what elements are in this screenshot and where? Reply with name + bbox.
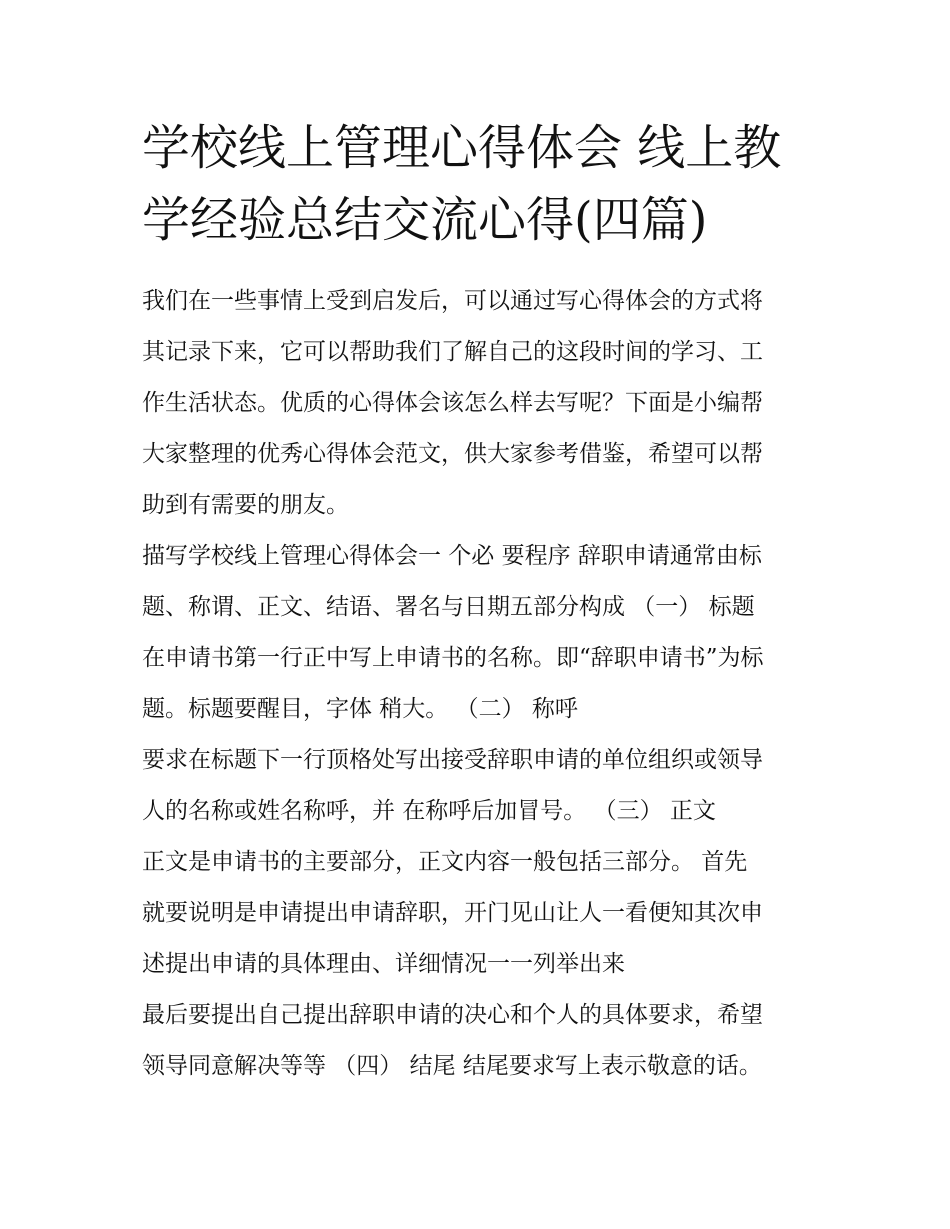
body-line: 要求在标题下一行顶格处写出接受辞职申请的单位组织或领导 bbox=[142, 747, 763, 773]
document-title bbox=[142, 112, 822, 256]
body-line: 描写学校线上管理心得体会一 个必 要程序 辞职申请通常由标 bbox=[142, 543, 762, 569]
body-line: 最后要提出自己提出辞职申请的决心和个人的具体要求，希望 bbox=[142, 1002, 763, 1028]
body-line: 其记录下来，它可以帮助我们了解自己的这段时间的学习、工 bbox=[142, 339, 763, 365]
body-line: 人的名称或姓名称呼，并 在称呼后加冒号。 （三） 正文 bbox=[142, 798, 716, 824]
body-line: 正文是申请书的主要部分，正文内容一般包括三部分。 首先 bbox=[142, 849, 748, 875]
title-line: 学经验总结交流心得(四篇) bbox=[142, 192, 708, 248]
body-line: 就要说明是申请提出申请辞职，开门见山让人一看便知其次申 bbox=[142, 900, 763, 926]
body-line: 在申请书第一行正中写上申请书的名称。即“辞职申请书”为标 bbox=[142, 645, 764, 671]
body-line: 助到有需要的朋友。 bbox=[142, 492, 349, 518]
body-line: 题、称谓、正文、结语、署名与日期五部分构成 （一） 标题 bbox=[142, 594, 755, 620]
body-line: 述提出申请的具体理由、详细情况一一列举出来 bbox=[142, 951, 625, 977]
body-line: 大家整理的优秀心得体会范文，供大家参考借鉴，希望可以帮 bbox=[142, 441, 763, 467]
body-line: 题。标题要醒目，字体 稍大。 （二） 称呼 bbox=[142, 696, 578, 722]
body-line: 我们在一些事情上受到启发后，可以通过写心得体会的方式将 bbox=[142, 288, 763, 314]
body-line: 领导同意解决等等 （四） 结尾 结尾要求写上表示敬意的话。 bbox=[142, 1053, 762, 1079]
document-body bbox=[142, 276, 832, 1092]
body-line: 作生活状态。优质的心得体会该怎么样去写呢？下面是小编帮 bbox=[142, 390, 763, 416]
title-line: 学校线上管理心得体会 线上教 bbox=[142, 120, 782, 176]
